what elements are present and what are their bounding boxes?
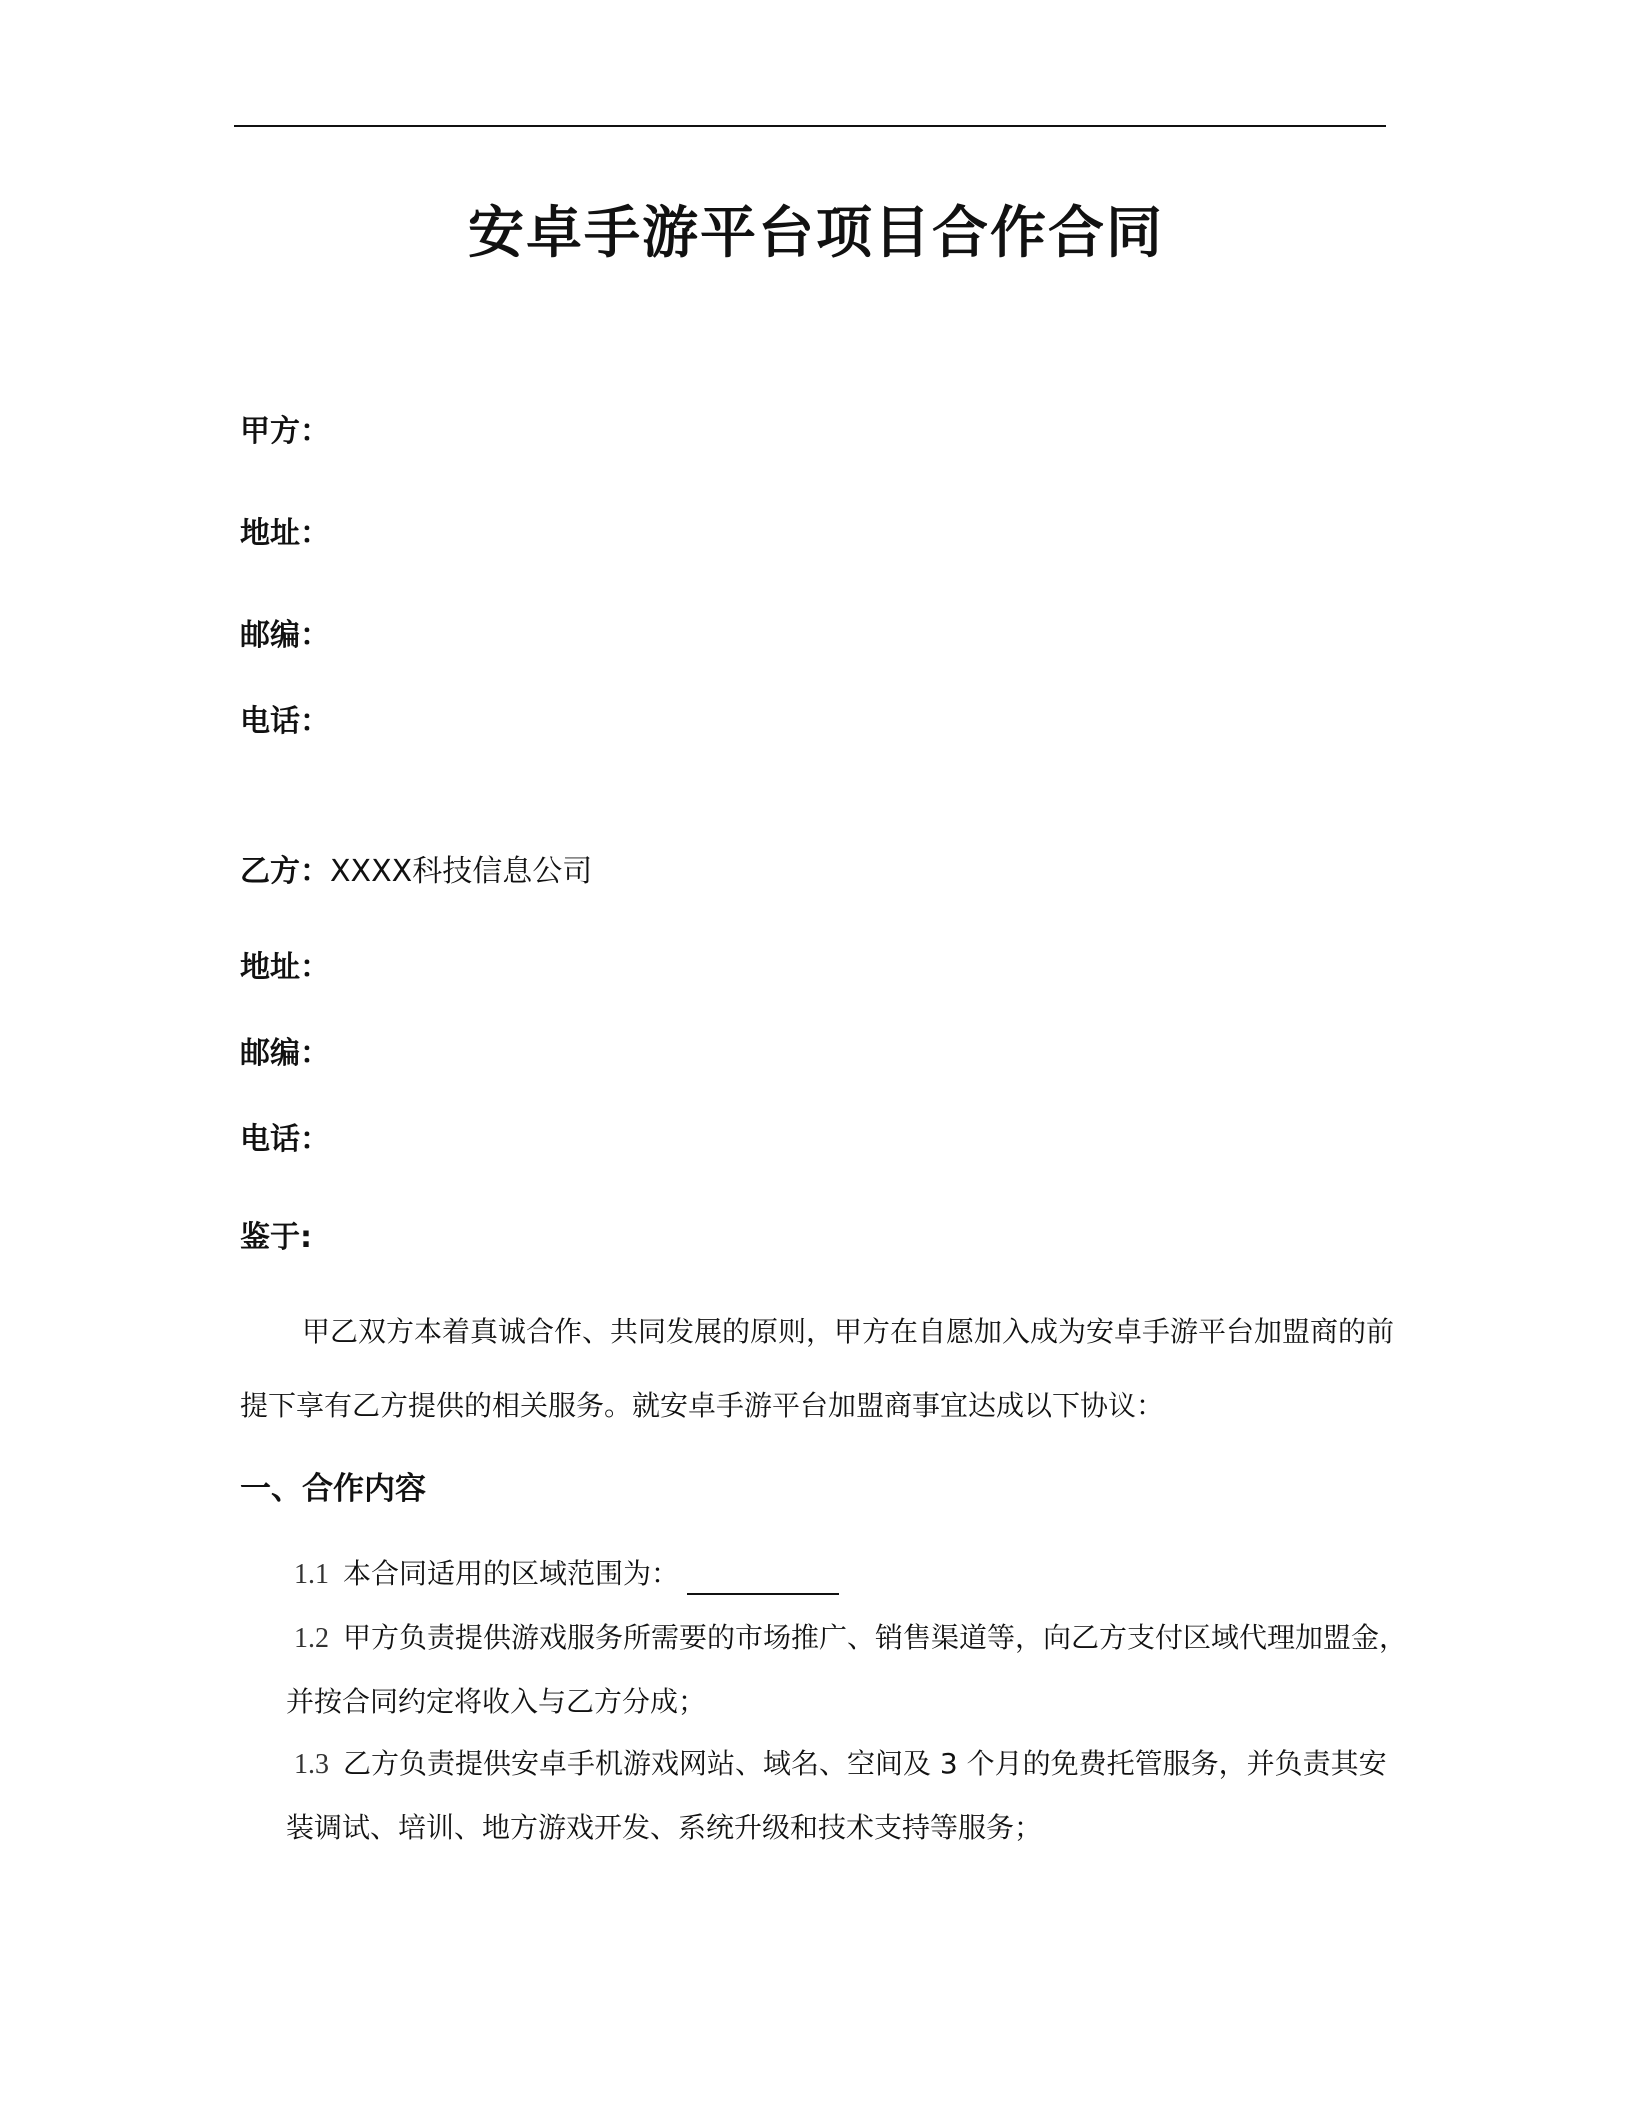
clause-1-2: [294, 1618, 1407, 1659]
party-b-name-row: [240, 852, 592, 892]
clause-1-1: [294, 1554, 839, 1595]
preamble-line-1: 甲乙双方本着真诚合作、共同发展的原则，甲方在自愿加入成为安卓手游平台加盟商的前: [302, 1315, 1395, 1348]
clause-text: 乙方负责提供安卓手机游戏网站、域名、空间及 3 个月的免费托管服务，并负责其安: [343, 1747, 1387, 1780]
fill-in-blank-line: [687, 1565, 839, 1595]
party-a-address-label: 地址：: [240, 516, 330, 551]
clause-1-2-continued: 并按合同约定将收入与乙方分成；: [286, 1685, 707, 1718]
party-a-name-label: 甲方：: [240, 414, 330, 449]
clause-number: 1.3: [294, 1749, 329, 1780]
party-a-postcode-label: 邮编：: [240, 618, 330, 653]
clause-number: 1.2: [294, 1623, 329, 1654]
clause-text: 本合同适用的区域范围为：: [343, 1557, 680, 1590]
preamble-line-2: 提下享有乙方提供的相关服务。就安卓手游平台加盟商事宜达成以下协议：: [240, 1389, 1165, 1422]
party-b-name-label: 乙方：: [240, 854, 330, 889]
whereas-label: 鉴于:: [240, 1220, 312, 1255]
clause-1-3-continued: 装调试、培训、地方游戏开发、系统升级和技术支持等服务；: [286, 1811, 1043, 1844]
party-b-address-label: 地址：: [240, 950, 330, 985]
section-heading-cooperation: 一、合作内容: [240, 1471, 426, 1507]
party-b-name-value: XXXX科技信息公司: [330, 854, 593, 889]
clause-text: 甲方负责提供游戏服务所需要的市场推广、销售渠道等，向乙方支付区域代理加盟金，: [343, 1621, 1408, 1654]
party-a-phone-label: 电话：: [240, 704, 330, 739]
header-rule: [234, 125, 1386, 127]
clause-number: 1.1: [294, 1559, 329, 1590]
document-title: 安卓手游平台项目合作合同: [468, 201, 1164, 266]
party-b-postcode-label: 邮编：: [240, 1036, 330, 1071]
clause-1-3: [294, 1744, 1387, 1785]
party-b-phone-label: 电话：: [240, 1122, 330, 1157]
